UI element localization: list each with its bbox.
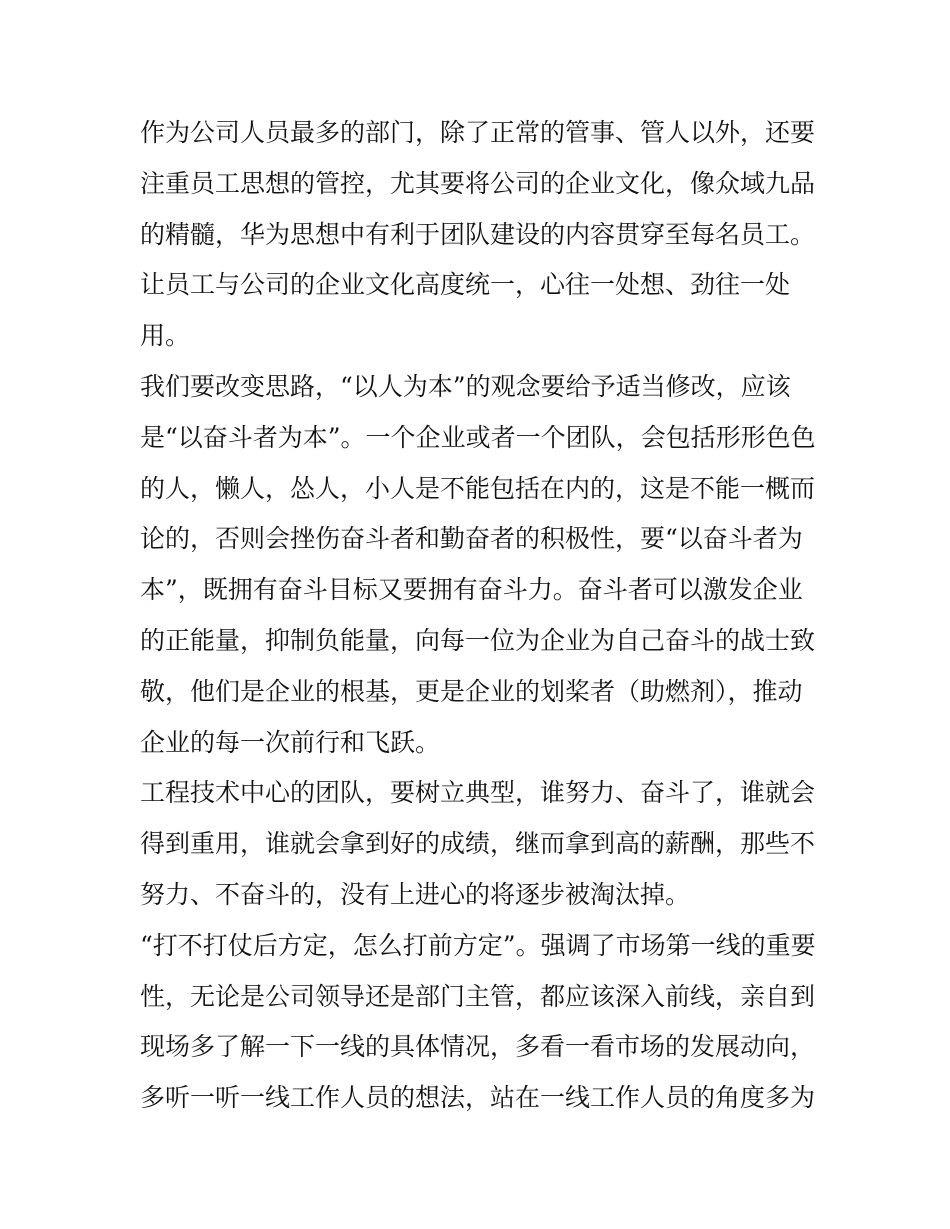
text-line: 的人，懒人，怂人，小人是不能包括在内的，这是不能一概而 [140,473,816,503]
text-line: 企业的每一次前行和飞跃。 [140,727,441,757]
text-line: 本”，既拥有奋斗目标又要拥有奋斗力。奋斗者可以激发企业 [140,575,803,605]
text-line: 的精髓，华为思想中有利于团队建设的内容贯穿至每名员工。 [140,219,816,249]
text-line: 注重员工思想的管控，尤其要将公司的企业文化，像众域九品 [140,168,816,198]
text-line: “打不打仗后方定，怎么打前方定”。强调了市场第一线的重要 [140,930,816,960]
text-line: 得到重用，谁就会拿到好的成绩，继而拿到高的薪酬，那些不 [140,829,816,859]
text-line: 论的，否则会挫伤奋斗者和勤奋者的积极性，要“以奋斗者为 [140,524,803,554]
text-line: 让员工与公司的企业文化高度统一，心往一处想、劲往一处 [140,270,791,300]
text-line: 现场多了解一下一线的具体情况，多看一看市场的发展动向， [140,1032,816,1062]
text-line: 作为公司人员最多的部门，除了正常的管事、管人以外，还要 [140,118,816,147]
text-line: 努力、不奋斗的，没有上进心的将逐步被淘汰掉。 [140,879,691,909]
text-line: 敬，他们是企业的根基，更是企业的划桨者（助燃剂），推动 [140,676,803,706]
text-line: 是“以奋斗者为本”。一个企业或者一个团队，会包括形形色色 [140,422,816,452]
text-line: 用。 [140,321,191,351]
text-line: 工程技术中心的团队，要树立典型，谁努力、奋斗了，谁就会 [140,778,816,808]
text-line: 多听一听一线工作人员的想法，站在一线工作人员的角度多为 [140,1083,816,1113]
text-line: 的正能量，抑制负能量，向每一位为企业为自己奋斗的战士致 [140,625,816,655]
document-body [140,108,820,1124]
text-line: 我们要改变思路，“以人为本”的观念要给予适当修改，应该 [140,371,791,401]
text-line: 性，无论是公司领导还是部门主管，都应该深入前线，亲自到 [140,981,816,1011]
